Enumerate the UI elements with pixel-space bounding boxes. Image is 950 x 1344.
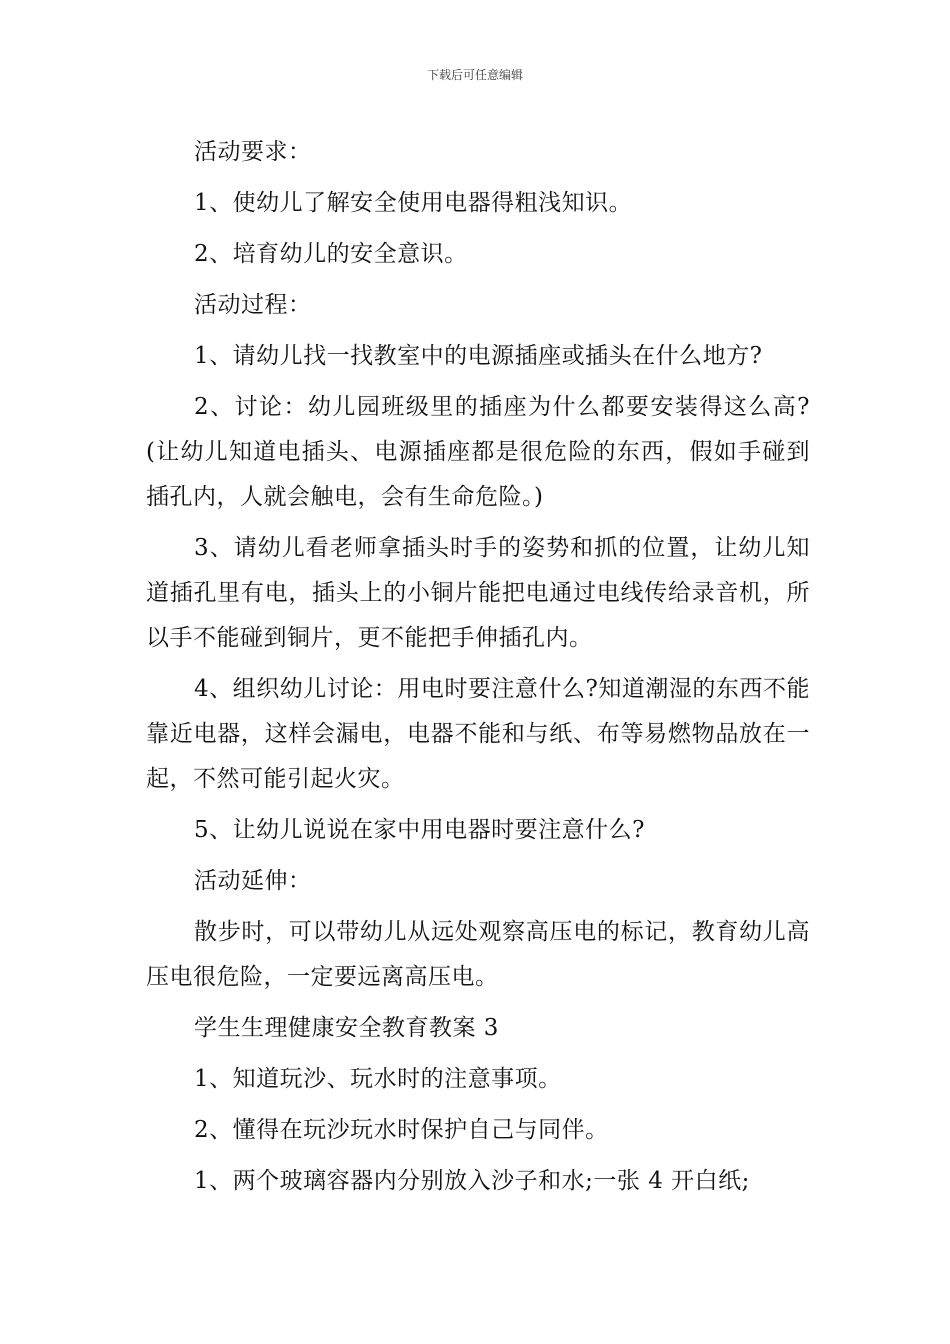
lesson-title: 学生生理健康安全教育教案 3 (194, 1015, 499, 1041)
paragraph: 1、使幼儿了解安全使用电器得粗浅知识。 (194, 190, 633, 216)
paragraph: 2、培育幼儿的安全意识。 (194, 241, 468, 267)
section-heading-requirements: 活动要求： (194, 139, 312, 165)
paragraph: 散步时，可以带幼儿从远处观察高压电的标记，教育幼儿高压电很危险，一定要远离高压电。 (146, 919, 810, 990)
section-heading-extension: 活动延伸： (194, 868, 312, 894)
paragraph: 2、讨论：幼儿园班级里的插座为什么都要安装得这么高?(让幼儿知道电插头、电源插座都是很危险的东西，假如手碰到插孔内，人就会触电，会有生命危险。) (146, 394, 810, 510)
section-heading-process: 活动过程： (194, 292, 312, 318)
paragraph: 1、两个玻璃容器内分别放入沙子和水;一张 4 开白纸; (194, 1168, 750, 1194)
paragraph: 4、组织幼儿讨论：用电时要注意什么?知道潮湿的东西不能靠近电器，这样会漏电，电器不能和与纸、布等易燃物品放在一起，不然可能引起火灾。 (146, 676, 810, 792)
paragraph: 1、知道玩沙、玩水时的注意事项。 (194, 1066, 562, 1092)
paragraph: 2、懂得在玩沙玩水时保护自己与同伴。 (194, 1117, 609, 1143)
paragraph: 5、让幼儿说说在家中用电器时要注意什么? (194, 817, 645, 843)
page-header: 下载后可任意编辑 (426, 68, 523, 82)
paragraph: 3、请幼儿看老师拿插头时手的姿势和抓的位置，让幼儿知道插孔里有电，插头上的小铜片能把电通过电线传给录音机，所以手不能碰到铜片，更不能把手伸插孔内。 (146, 535, 810, 651)
paragraph: 1、请幼儿找一找教室中的电源插座或插头在什么地方? (194, 343, 763, 369)
document-body (146, 130, 810, 1210)
